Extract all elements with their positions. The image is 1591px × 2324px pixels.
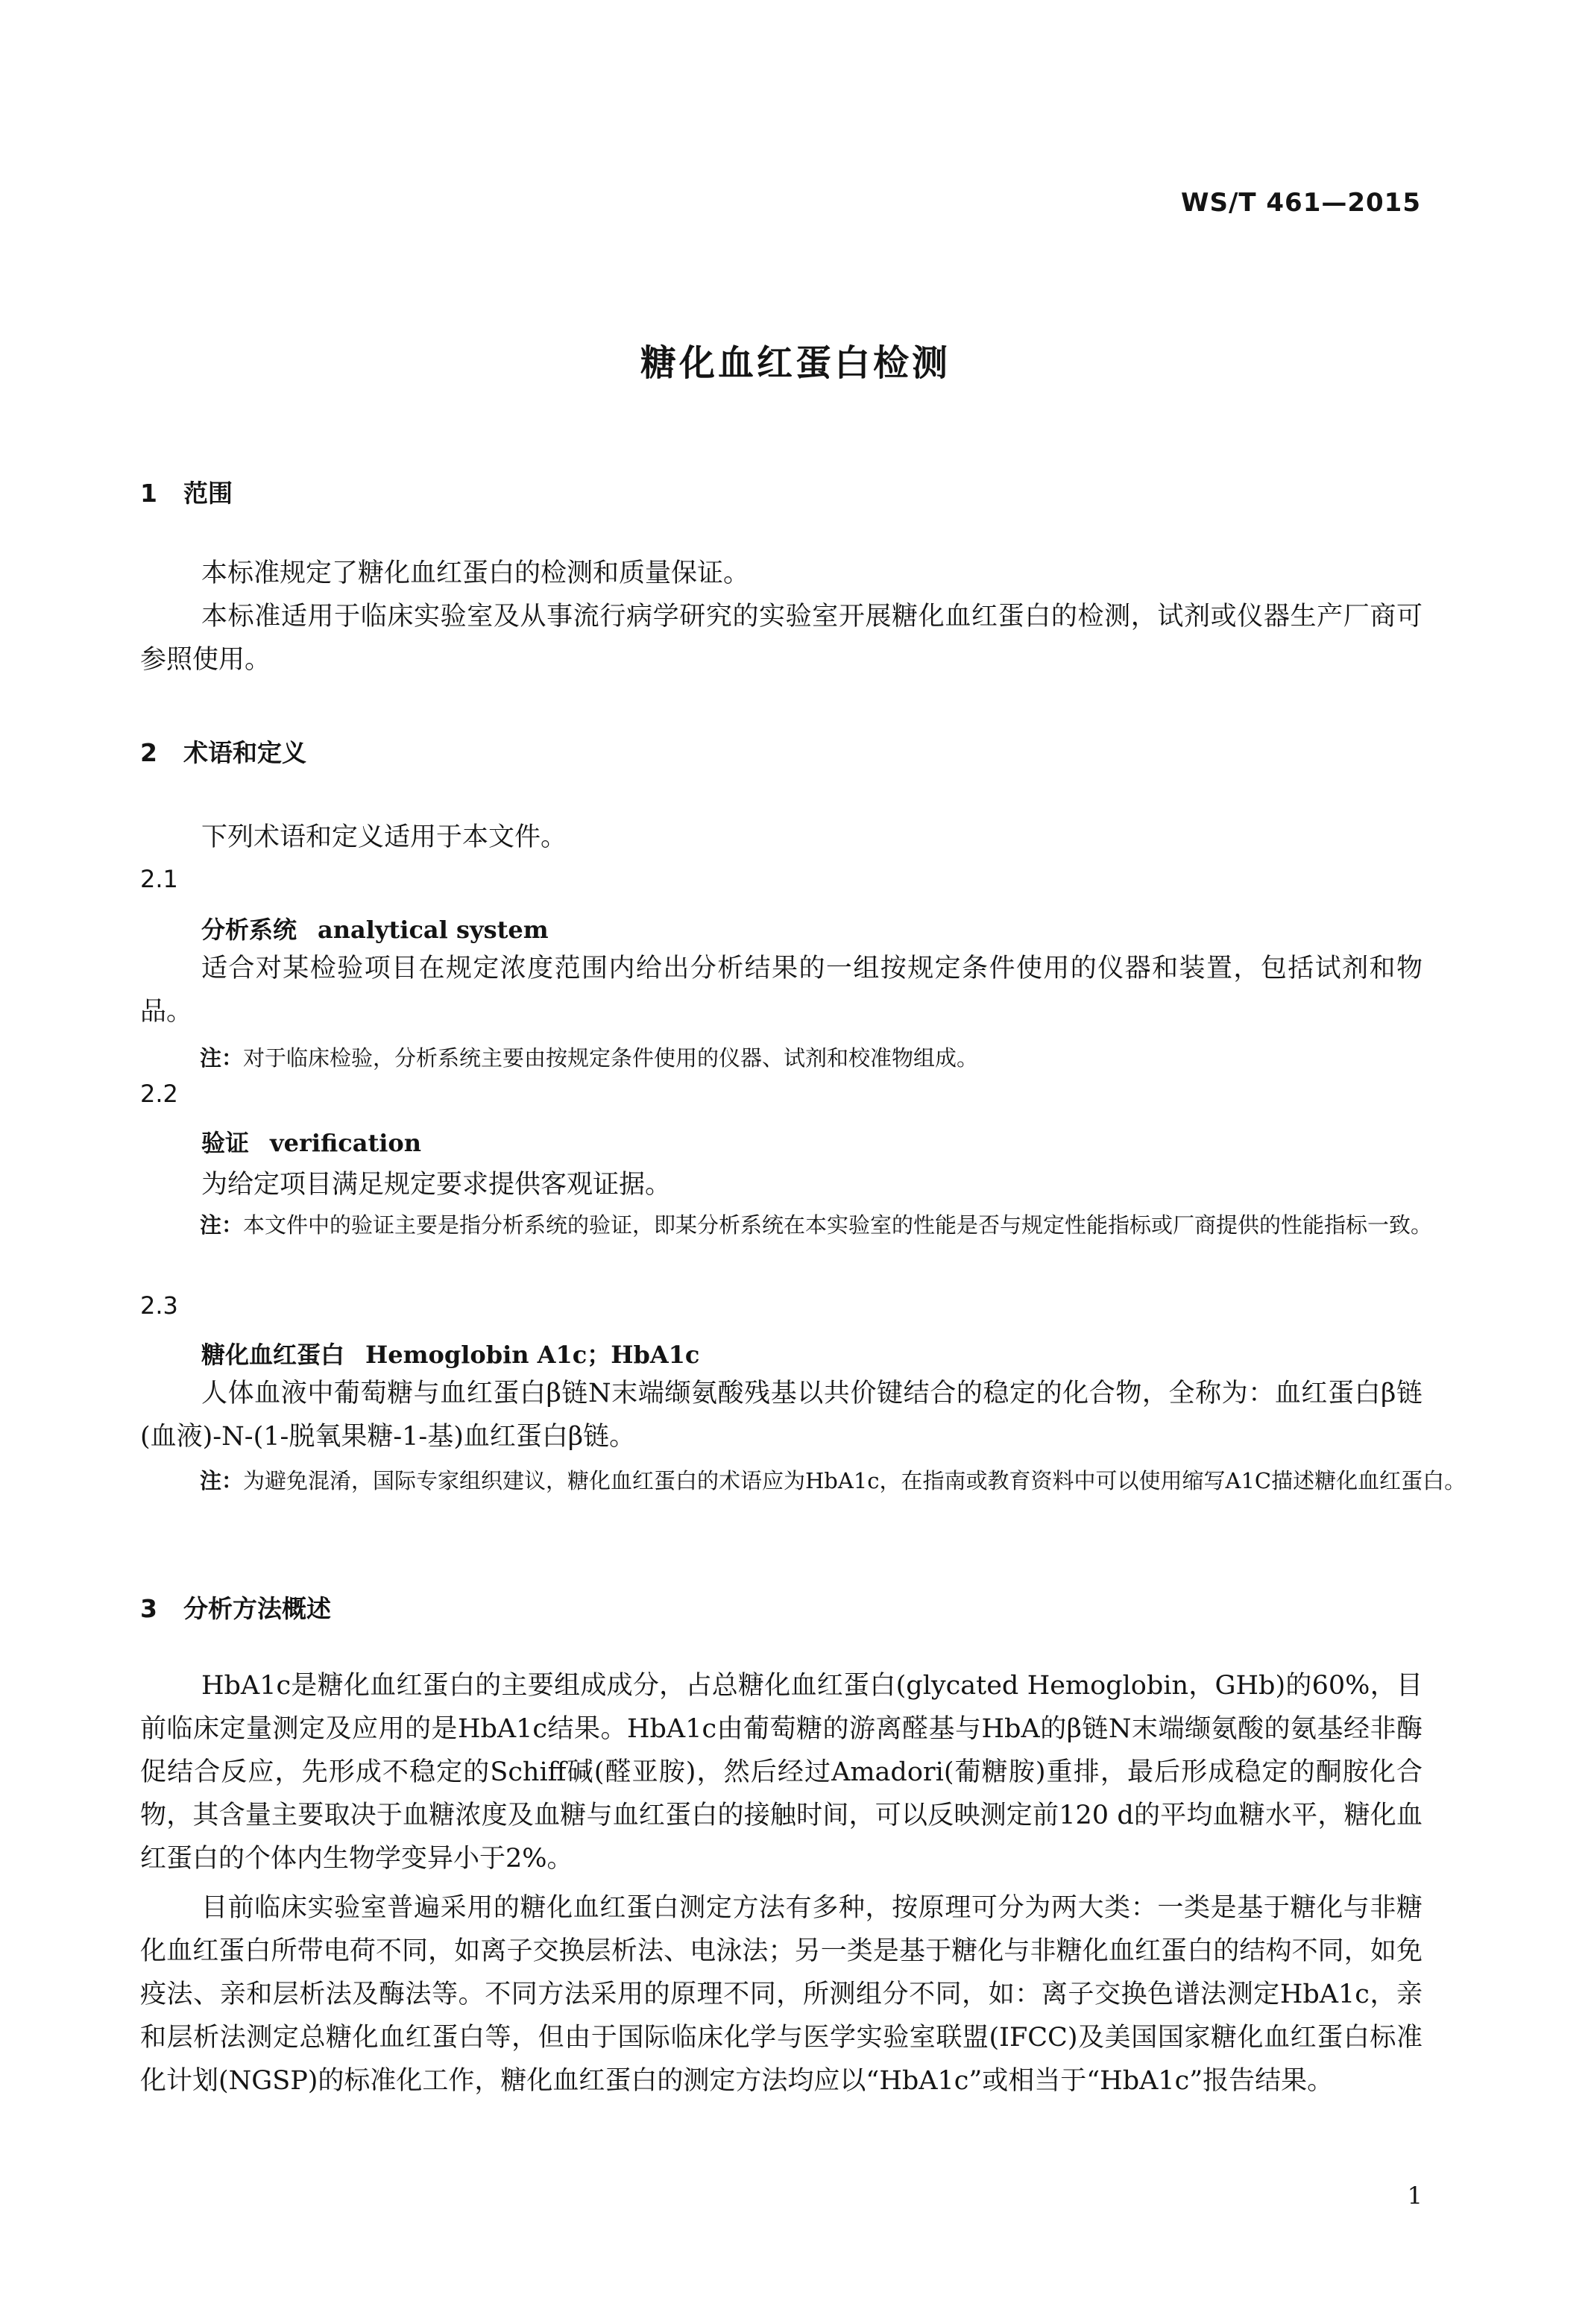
term-2-2-note: [200, 1206, 1467, 1244]
note-text: 本文件中的验证主要是指分析系统的验证，即某分析系统在本实验室的性能是否与规定性能指标或厂商提供的性能指标一致。: [243, 1212, 1433, 1238]
term-english: Hemoglobin A1c；HbA1c: [365, 1341, 700, 1369]
section-number: 1: [140, 479, 157, 508]
section-number: 3: [140, 1594, 157, 1623]
section-1-heading: [140, 474, 233, 509]
term-2-2: [201, 1124, 421, 1159]
clause-number: 2.3: [140, 1291, 178, 1320]
note-label: 注：: [200, 1212, 244, 1238]
section-2-heading: [140, 734, 306, 769]
term-2-1-note: [200, 1039, 1423, 1077]
standard-code: WS/T 461—2015: [1180, 188, 1421, 218]
clause-number: 2.2: [140, 1080, 178, 1108]
term-2-2-definition: 为给定项目满足规定要求提供客观证据。: [201, 1170, 672, 1200]
section-title: 范围: [183, 479, 233, 508]
note-text: 为避免混淆，国际专家组织建议，糖化血红蛋白的术语应为HbA1c，在指南或教育资料中可以使用缩写A1C描述糖化血红蛋白。: [243, 1468, 1466, 1493]
page-number: 1: [1407, 2182, 1423, 2210]
term-2-3: [201, 1336, 699, 1370]
term-chinese: 分析系统: [201, 916, 297, 944]
term-2-3-definition: 人体血液中葡萄糖与血红蛋白β链N末端缬氨酸残基以共价键结合的稳定的化合物，全称为：血红蛋白β链(血液)-N-(1-脱氧果糖-1-基)血红蛋白β链。: [140, 1379, 1423, 1452]
term-chinese: 糖化血红蛋白: [201, 1341, 345, 1369]
section-3-paragraph-1: HbA1c是糖化血红蛋白的主要组成成分，占总糖化血红蛋白(glycated Hemoglobin，GHb)的60%，目前临床定量测定及应用的是HbA1c结果。HbA1c由葡萄糖的游离醛基与HbA的β链N末端缬氨酸的氨基经非酶促结合反应，先形成不稳定的Schiff碱(醛亚胺)，然后经过Amadori(葡糖胺)重排，最后形成稳定的酮胺化合物，其含量主要取决于血糖浓度及血糖与血红蛋白的接触时间，可以反映测定前120 d的平均血糖水平，糖化血红蛋白的个体内生物学变异小于2%。: [140, 1671, 1423, 1874]
section-1-paragraph-2: 本标准适用于临床实验室及从事流行病学研究的实验室开展糖化血红蛋白的检测，试剂或仪器生产厂商可参照使用。: [140, 602, 1423, 675]
section-2-intro: 下列术语和定义适用于本文件。: [201, 822, 567, 852]
section-number: 2: [140, 738, 157, 767]
term-2-1-definition: 适合对某检验项目在规定浓度范围内给出分析结果的一组按规定条件使用的仪器和装置，包括试剂和物品。: [140, 954, 1423, 1027]
note-label: 注：: [200, 1468, 244, 1493]
document-title: 糖化血红蛋白检测: [640, 342, 951, 384]
note-text: 对于临床检验，分析系统主要由按规定条件使用的仪器、试剂和校准物组成。: [243, 1045, 979, 1071]
clause-number: 2.1: [140, 865, 178, 893]
term-2-1: [201, 911, 549, 945]
term-english: verification: [270, 1129, 422, 1157]
term-2-3-note: [200, 1461, 1467, 1500]
note-label: 注：: [200, 1045, 244, 1071]
section-title: 分析方法概述: [183, 1594, 331, 1623]
term-chinese: 验证: [201, 1129, 250, 1157]
section-3-heading: [140, 1590, 331, 1625]
section-1-paragraph-1: 本标准规定了糖化血红蛋白的检测和质量保证。: [201, 558, 750, 588]
section-title: 术语和定义: [183, 738, 306, 767]
section-3-paragraph-2: 目前临床实验室普遍采用的糖化血红蛋白测定方法有多种，按原理可分为两大类：一类是基于糖化与非糖化血红蛋白所带电荷不同，如离子交换层析法、电泳法；另一类是基于糖化与非糖化血红蛋白的结构不同，如免疫法、亲和层析法及酶法等。不同方法采用的原理不同，所测组分不同，如：离子交换色谱法测定HbA1c，亲和层析法测定总糖化血红蛋白等，但由于国际临床化学与医学实验室联盟(IFCC)及美国国家糖化血红蛋白标准化计划(NGSP)的标准化工作，糖化血红蛋白的测定方法均应以“HbA1c”或相当于“HbA1c”报告结果。: [140, 1893, 1423, 2096]
term-english: analytical system: [318, 916, 549, 944]
